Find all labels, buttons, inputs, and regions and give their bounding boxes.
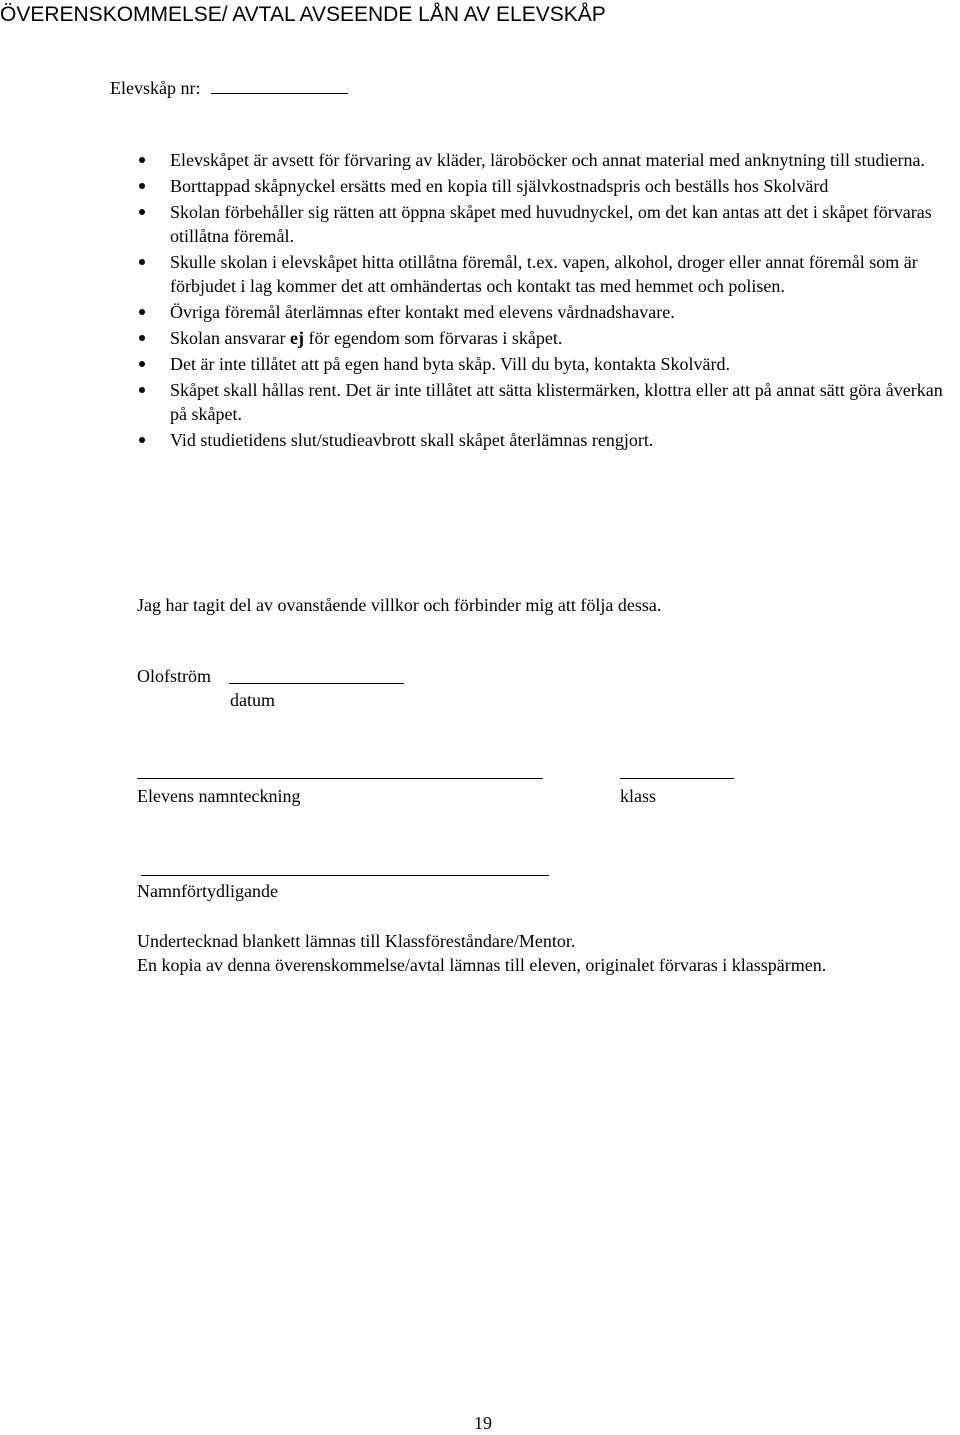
date-label: datum: [230, 690, 275, 710]
rule-item: Det är inte tillåtet att på egen hand byta skåp. Vill du byta, kontakta Skolvärd.: [170, 352, 960, 376]
rule-item: Elevskåpet är avsett för förvaring av kläder, läroböcker och annat material med anknytning till studierna.: [170, 148, 960, 172]
signature-blank[interactable]: [137, 778, 543, 779]
class-blank[interactable]: [620, 778, 734, 779]
footer-note-submit: Undertecknad blankett lämnas till Klassföreståndare/Mentor.: [137, 931, 576, 951]
rule-item: Skulle skolan i elevskåpet hitta otillåtna föremål, t.ex. vapen, alkohol, droger eller annat föremål som är förbjudet i lag kommer det att omhändertas och kontakt tas med hemmet och polisen.: [170, 250, 960, 298]
class-label: klass: [620, 786, 656, 806]
rule-item: Borttappad skåpnyckel ersätts med en kopia till självkostnadspris och beställs hos Skolvärd: [170, 174, 960, 198]
locker-number-row: [110, 76, 348, 100]
rule-item: Övriga föremål återlämnas efter kontakt med elevens vårdnadshavare.: [170, 300, 960, 324]
rule-item: Skolan ansvarar ej för egendom som förvaras i skåpet.: [170, 326, 960, 350]
rule-item: Vid studietidens slut/studieavbrott skall skåpet återlämnas rengjort.: [170, 428, 960, 452]
rule-item: Skåpet skall hållas rent. Det är inte tillåtet att sätta klistermärken, klottra eller att på annat sätt göra åverkan på skåpet.: [170, 378, 960, 426]
locker-number-label: Elevskåp nr:: [110, 78, 201, 98]
agreement-statement: Jag har tagit del av ovanstående villkor och förbinder mig att följa dessa.: [137, 595, 662, 615]
date-blank[interactable]: [229, 683, 404, 684]
name-clarification-blank[interactable]: [141, 875, 549, 876]
footer-note-copy: En kopia av denna överenskommelse/avtal lämnas till eleven, originalet förvaras i klasspärmen.: [137, 955, 827, 975]
emphasis-ej: ej: [289, 328, 304, 348]
signature-label: Elevens namnteckning: [137, 786, 301, 806]
locker-number-blank[interactable]: [211, 79, 348, 94]
place-label: Olofström: [137, 666, 211, 686]
rule-item: Skolan förbehåller sig rätten att öppna skåpet med huvudnyckel, om det kan antas att det i skåpet förvaras otillåtna föremål.: [170, 200, 960, 248]
document-title: ÖVERENSKOMMELSE/ AVTAL AVSEENDE LÅN AV ELEVSKÅP: [0, 3, 606, 26]
name-clarification-label: Namnförtydligande: [137, 881, 278, 901]
rules-list: [170, 148, 960, 454]
page-number: 19: [474, 1413, 492, 1433]
